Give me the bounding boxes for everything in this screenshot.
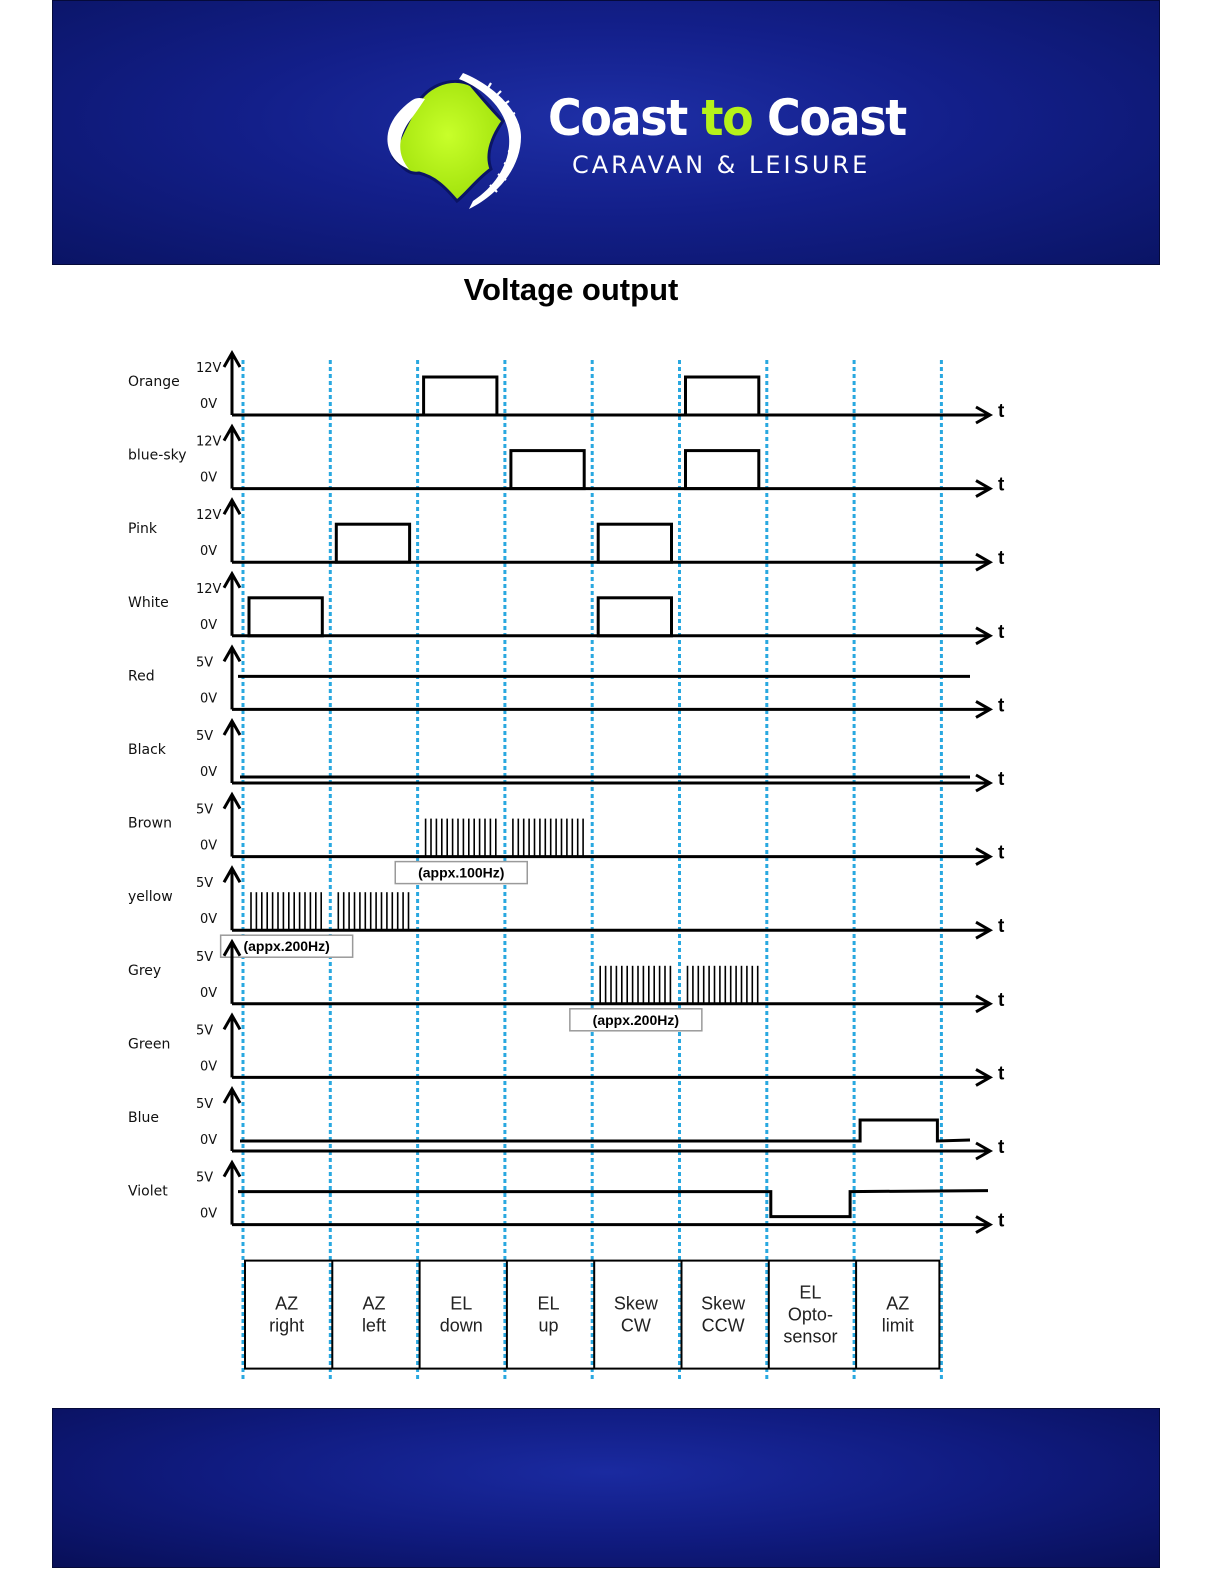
signal-name-label: Violet [128,1183,168,1200]
state-label: Opto- [787,1304,833,1325]
high-level-label: 5V [196,1097,214,1112]
pulse-train [426,819,496,857]
low-level-label: 0V [200,470,218,486]
signal-name-label: yellow [128,889,173,906]
signal-row-violet [128,1163,1005,1233]
signal-name-label: Red [128,668,155,685]
state-label: AZ [362,1293,386,1314]
state-label: EL [799,1282,822,1303]
pulse-train [338,892,408,930]
timing-diagram [0,320,1224,1380]
time-axis-label: t [998,621,1005,643]
high-level-label: 12V [196,361,222,376]
state-label: sensor [783,1326,838,1347]
signal-row-red [128,647,1005,717]
signal-pulse [686,451,759,489]
signal-row-brown [128,795,1005,884]
header-banner [52,0,1160,265]
brand-tagline: CARAVAN & LEISURE [572,151,871,179]
high-level-label: 5V [196,655,214,671]
time-axis-label: t [998,1063,1005,1085]
signal-name-label: White [128,594,169,611]
signal-name-label: blue-sky [128,447,187,464]
state-label: AZ [275,1293,299,1314]
frequency-note-text: (appx.200Hz) [592,1011,680,1028]
time-axis-label: t [998,1137,1005,1158]
state-label: EL [537,1293,560,1314]
high-level-label: 5V [196,876,214,892]
signal-row-black [128,721,1005,791]
state-label: left [361,1315,386,1336]
page-title: Voltage output [463,272,679,307]
low-level-label: 0V [200,838,218,854]
pulse-train [513,819,583,857]
high-level-label: 5V [196,729,214,744]
low-level-label: 0V [200,691,218,707]
high-level-label: 5V [196,1023,214,1039]
low-level-label: 0V [200,1133,218,1148]
state-boundary-grid [243,360,941,1380]
signal-pulse [336,524,409,562]
high-level-label: 12V [196,434,222,450]
australia-boomerang-logo-icon [353,61,533,216]
signal-name-label: Orange [128,374,180,390]
signal-row-white [128,574,1005,644]
low-level-label: 0V [200,1206,218,1222]
signal-name-label: Pink [128,521,158,538]
high-level-label: 12V [196,508,222,524]
high-level-label: 5V [196,802,214,818]
signal-name-label: Grey [128,962,162,979]
low-level-label: 0V [200,397,218,412]
high-level-label: 5V [196,1170,214,1186]
state-label: CCW [701,1315,745,1336]
state-label: right [269,1315,305,1336]
high-level-label: 5V [196,949,214,965]
signal-trace [238,1191,988,1217]
low-level-label: 0V [200,544,218,560]
time-axis-label: t [998,548,1005,570]
state-label: AZ [886,1293,910,1314]
signal-row-green [128,1015,1005,1085]
frequency-note-text: (appx.200Hz) [243,938,330,955]
time-axis-label: t [998,989,1005,1011]
low-level-label: 0V [200,912,218,928]
time-axis-label: t [998,916,1005,938]
time-axis-label: t [998,474,1005,496]
brand-accent-word: to [701,89,753,147]
pulse-train [251,892,321,930]
signal-trace [240,1120,970,1141]
signal-pulse [598,598,671,636]
signal-pulse [686,377,759,415]
signal-name-label: Brown [128,815,172,832]
signal-row-yellow [128,868,1005,957]
time-axis-label: t [998,401,1005,422]
signal-row-blue-sky [128,427,1005,497]
state-label: up [538,1315,559,1336]
signal-pulse [424,377,497,415]
signal-row-pink [128,500,1005,570]
state-label: limit [881,1315,914,1336]
low-level-label: 0V [200,617,218,633]
signal-row-blue [128,1089,1005,1159]
signal-name-label: Green [128,1036,171,1053]
signal-traces [128,353,1005,1233]
state-label: Skew [701,1293,746,1314]
signal-pulse [598,524,671,562]
low-level-label: 0V [200,1059,218,1075]
pulse-train [600,966,670,1004]
signal-row-orange [128,353,1005,423]
signal-pulse [511,451,584,489]
frequency-note [395,862,527,884]
time-axis-label: t [998,695,1005,717]
signal-name-label: Black [128,742,166,758]
state-label: CW [620,1315,651,1336]
time-axis-label: t [998,769,1005,790]
signal-name-label: Blue [128,1110,159,1126]
high-level-label: 12V [196,581,222,597]
low-level-label: 0V [200,765,218,780]
low-level-label: 0V [200,985,218,1001]
time-axis-label: t [998,1210,1005,1232]
brand-name: Coast to Coast [548,89,906,147]
state-label: Skew [613,1293,658,1314]
signal-pulse [249,598,322,636]
pulse-train [688,966,758,1004]
frequency-note-text: (appx.100Hz) [418,864,505,881]
state-label: EL [450,1293,473,1314]
footer-banner [52,1408,1160,1568]
frequency-note [570,1009,702,1031]
state-label: down [439,1315,483,1336]
time-axis-label: t [998,842,1005,864]
